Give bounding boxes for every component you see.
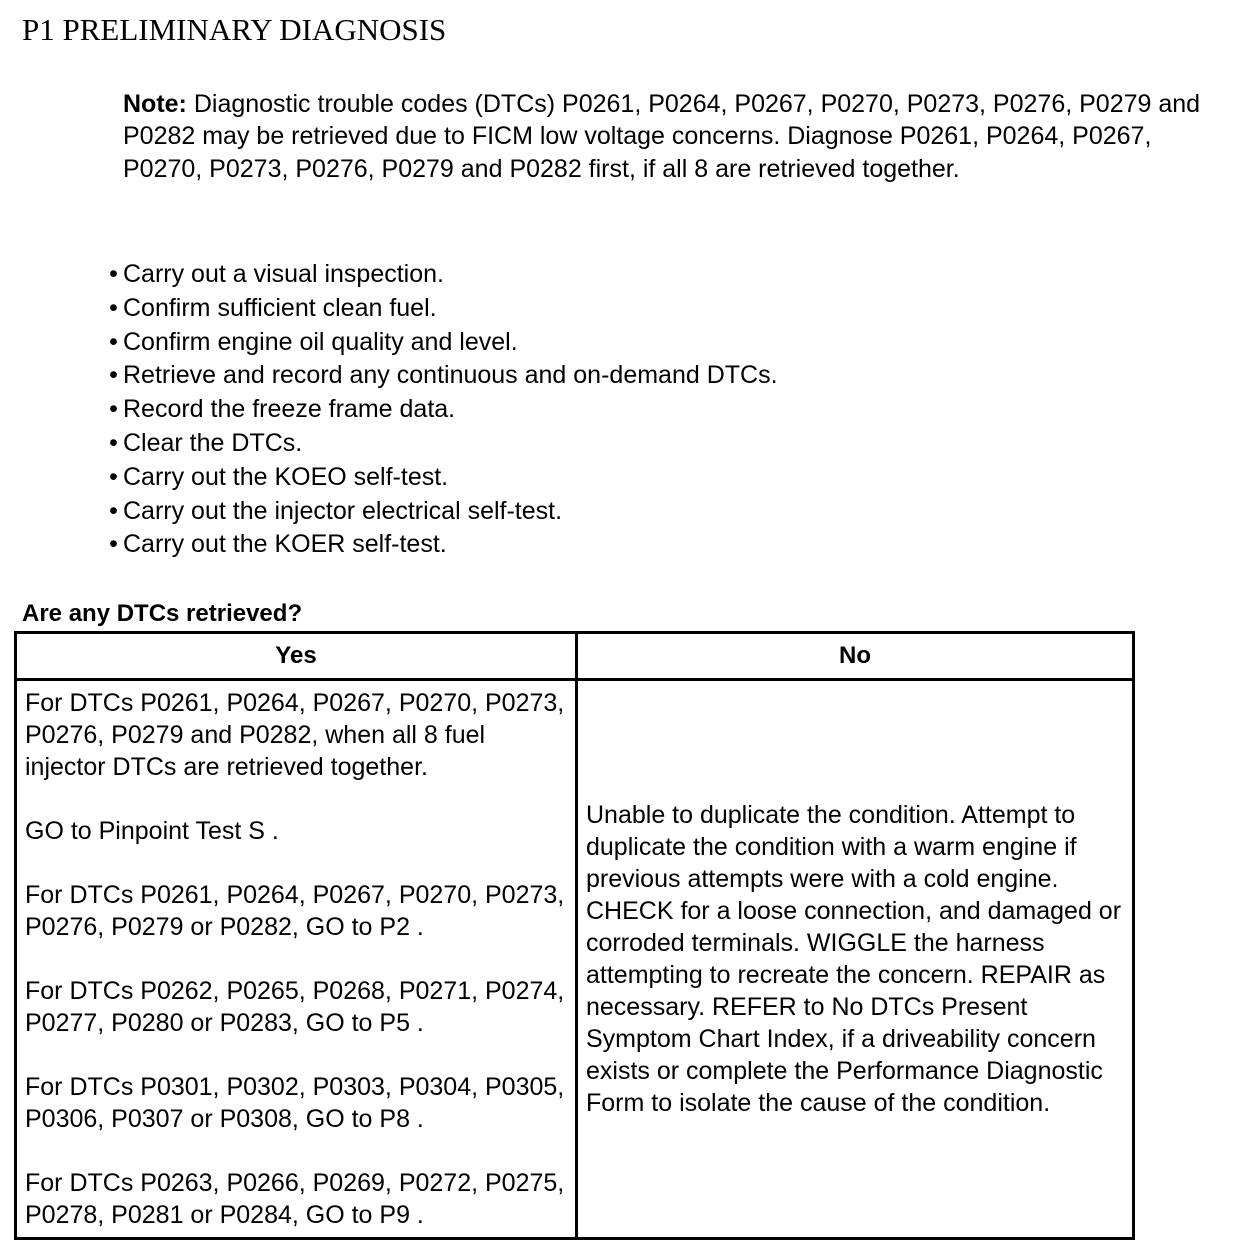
list-item-text: Confirm sufficient clean fuel. — [123, 293, 437, 322]
list-item-text: Confirm engine oil quality and level. — [123, 327, 518, 356]
list-item-text: Carry out the KOER self-test. — [123, 530, 447, 559]
list-item-text: Carry out the injector electrical self-test. — [123, 496, 563, 525]
list-item-text: Carry out the KOEO self-test. — [123, 462, 449, 491]
list-item-text: Record the freeze frame data. — [123, 395, 456, 424]
yes-cell — [16, 680, 577, 1239]
list-item — [104, 528, 778, 562]
list-item — [104, 359, 778, 393]
result-table — [14, 631, 1135, 1240]
no-cell: Unable to duplicate the condition. Attempt to duplicate the condition with a warm engine if previous attempts were with a cold engine. CHECK for a loose connection, and damaged or corroded terminals. WIGGLE the harness attempting to recreate the concern. REPAIR as necessary. REFER to No DTCs Present Symptom Chart Index, if a driveability concern exists or complete the Performance Diagnostic Form to isolate the cause of the condition. — [577, 680, 1134, 1239]
table-row — [16, 680, 1134, 1239]
note-label: Note: — [123, 90, 187, 118]
list-item — [104, 258, 778, 292]
go-to-p9-link[interactable]: For DTCs P0263, P0266, P0269, P0272, P0275, P0278, P0281 or P0284, GO to P9 . — [25, 1169, 565, 1229]
table-header-row — [16, 633, 1134, 680]
bullet-icon: • — [109, 462, 118, 491]
go-to-p8-link[interactable]: For DTCs P0301, P0302, P0303, P0304, P0305, P0306, P0307 or P0308, GO to P8 . — [25, 1073, 565, 1133]
page-title: P1 PRELIMINARY DIAGNOSIS — [22, 12, 447, 47]
note — [123, 88, 1233, 185]
go-to-p2-link[interactable]: For DTCs P0261, P0264, P0267, P0270, P0273, P0276, P0279 or P0282, GO to P2 . — [25, 881, 565, 941]
list-item — [104, 326, 778, 360]
list-item-text: Retrieve and record any continuous and on-demand DTCs. — [123, 361, 778, 390]
step-list — [104, 258, 778, 562]
bullet-icon: • — [109, 260, 118, 288]
bullet-icon: • — [109, 361, 118, 390]
list-item-text: Clear the DTCs. — [123, 428, 303, 457]
bullet-icon: • — [109, 496, 118, 525]
header-yes: Yes — [16, 633, 577, 680]
yes-item: For DTCs P0261, P0264, P0267, P0270, P0273, P0276, P0279 and P0282, when all 8 fuel injector DTCs are retrieved together. — [25, 689, 565, 781]
list-item — [104, 461, 778, 495]
bullet-icon: • — [109, 530, 118, 559]
bullet-icon: • — [109, 293, 118, 322]
bullet-icon: • — [109, 327, 118, 356]
list-item-text: Carry out a visual inspection. — [123, 260, 444, 288]
list-item — [104, 427, 778, 461]
list-item — [104, 292, 778, 326]
note-text: Diagnostic trouble codes (DTCs) P0261, P0264, P0267, P0270, P0273, P0276, P0279 and P0282 may be retrieved due to FICM low voltage concerns. Diagnose P0261, P0264, P0267, P0270, P0273, P0276, P0279 and P0282 first, if all 8 are retrieved together. — [123, 90, 1201, 183]
list-item — [104, 393, 778, 427]
bullet-icon: • — [109, 428, 118, 457]
header-no: No — [577, 633, 1134, 680]
list-item — [104, 495, 778, 529]
bullet-icon: • — [109, 395, 118, 424]
go-to-p5-link[interactable]: For DTCs P0262, P0265, P0268, P0271, P0274, P0277, P0280 or P0283, GO to P5 . — [25, 977, 565, 1037]
question: Are any DTCs retrieved? — [22, 600, 303, 627]
pinpoint-test-s-link[interactable]: GO to Pinpoint Test S . — [25, 817, 279, 845]
